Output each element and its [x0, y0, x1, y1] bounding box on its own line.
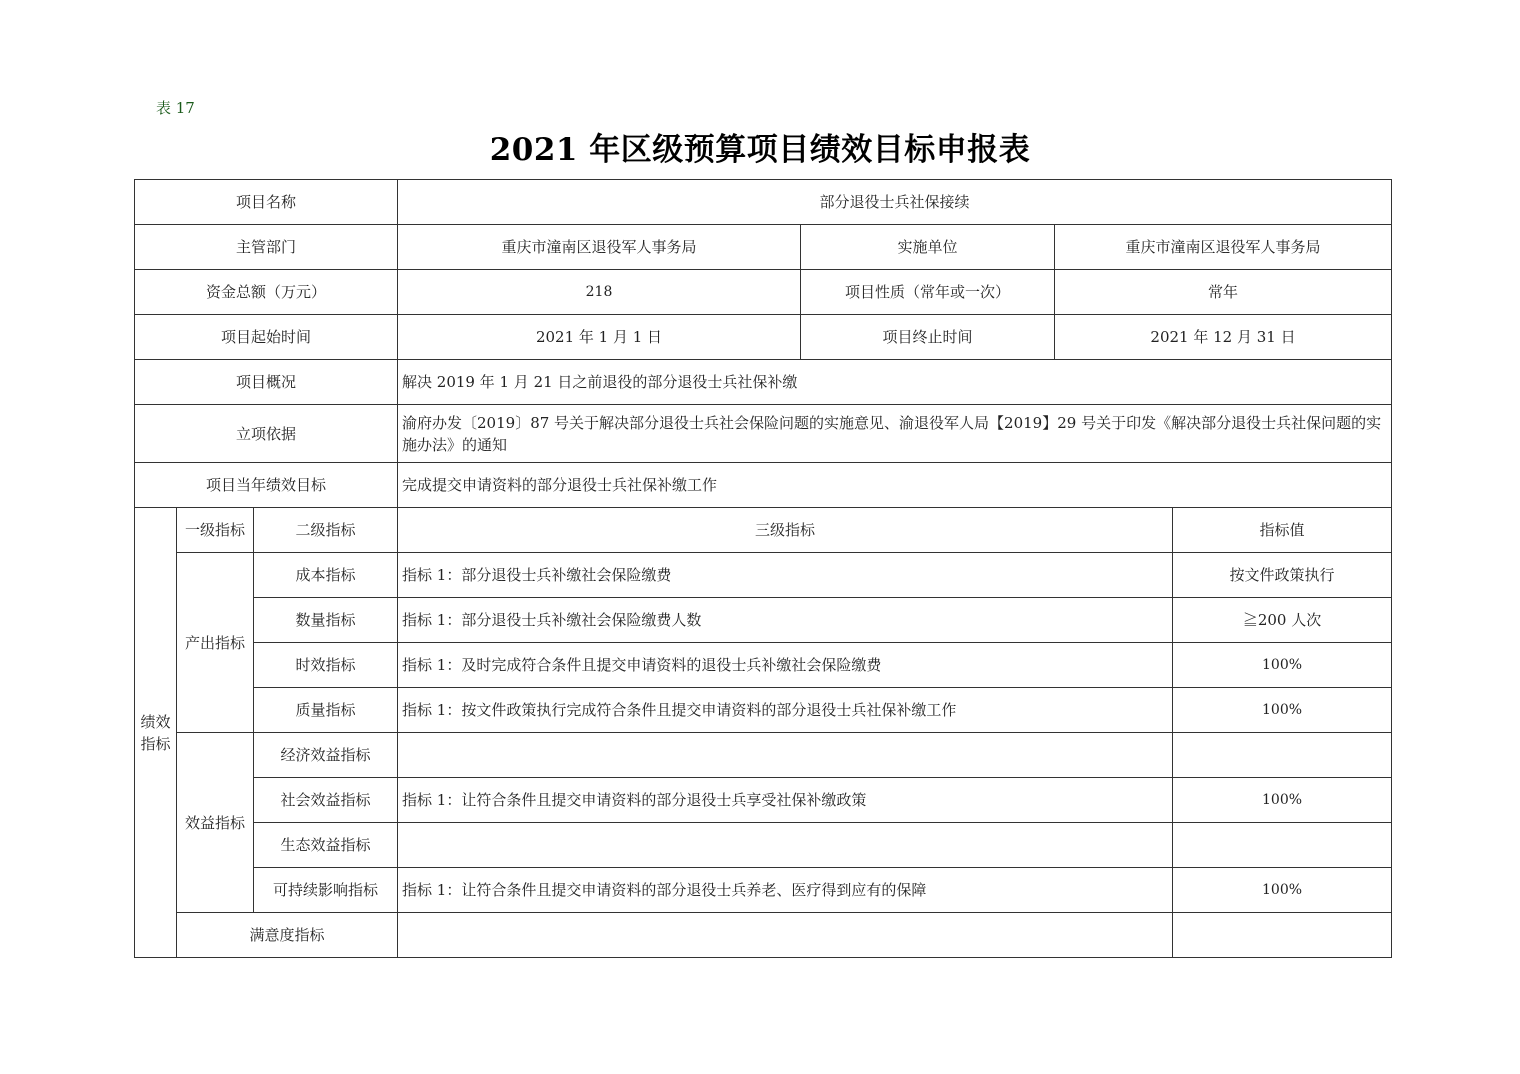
value-cell: 100% — [1173, 643, 1392, 688]
row-goal — [135, 463, 1392, 508]
satisfaction-indicator-label: 满意度指标 — [177, 913, 398, 958]
funds-label: 资金总额（万元） — [135, 270, 398, 315]
value-cell: 按文件政策执行 — [1173, 553, 1392, 598]
level3-cell — [398, 733, 1173, 778]
level2-cell: 时效指标 — [254, 643, 398, 688]
header-level3: 三级指标 — [398, 508, 1173, 553]
row-funds — [135, 270, 1392, 315]
level3-cell: 指标 1：让符合条件且提交申请资料的部分退役士兵养老、医疗得到应有的保障 — [398, 868, 1173, 913]
table-number: 表 17 — [156, 99, 195, 117]
table-row — [135, 598, 1392, 643]
level2-cell: 数量指标 — [254, 598, 398, 643]
nature-value: 常年 — [1055, 270, 1392, 315]
benefit-indicator-label: 效益指标 — [177, 733, 254, 913]
table-row — [135, 868, 1392, 913]
end-label: 项目终止时间 — [801, 315, 1055, 360]
value-cell — [1173, 733, 1392, 778]
table-row — [135, 733, 1392, 778]
goal-value: 完成提交申请资料的部分退役士兵社保补缴工作 — [398, 463, 1392, 508]
row-department — [135, 225, 1392, 270]
value-cell: 100% — [1173, 778, 1392, 823]
satisfaction-value — [1173, 913, 1392, 958]
project-name-label: 项目名称 — [135, 180, 398, 225]
value-cell: 100% — [1173, 688, 1392, 733]
dept-value: 重庆市潼南区退役军人事务局 — [398, 225, 801, 270]
header-level2: 二级指标 — [254, 508, 398, 553]
table-row — [135, 688, 1392, 733]
level2-cell: 成本指标 — [254, 553, 398, 598]
row-indicator-headers — [135, 508, 1392, 553]
header-value: 指标值 — [1173, 508, 1392, 553]
level2-cell: 可持续影响指标 — [254, 868, 398, 913]
output-indicator-label: 产出指标 — [177, 553, 254, 733]
basis-value: 渝府办发〔2019〕87 号关于解决部分退役士兵社会保险问题的实施意见、渝退役军人局【2019】29 号关于印发《解决部分退役士兵社保问题的实施办法》的通知 — [398, 405, 1392, 463]
level3-cell: 指标 1：部分退役士兵补缴社会保险缴费 — [398, 553, 1173, 598]
level2-cell: 经济效益指标 — [254, 733, 398, 778]
level2-cell: 生态效益指标 — [254, 823, 398, 868]
row-project-name — [135, 180, 1392, 225]
row-dates — [135, 315, 1392, 360]
dept-label: 主管部门 — [135, 225, 398, 270]
start-label: 项目起始时间 — [135, 315, 398, 360]
impl-unit-label: 实施单位 — [801, 225, 1055, 270]
row-basis — [135, 405, 1392, 463]
level2-cell: 社会效益指标 — [254, 778, 398, 823]
level2-cell: 质量指标 — [254, 688, 398, 733]
perf-indicator-label: 绩效指标 — [135, 508, 177, 958]
goal-label: 项目当年绩效目标 — [135, 463, 398, 508]
project-name-value: 部分退役士兵社保接续 — [398, 180, 1392, 225]
value-cell — [1173, 823, 1392, 868]
level3-cell — [398, 823, 1173, 868]
header-level1: 一级指标 — [177, 508, 254, 553]
end-value: 2021 年 12 月 31 日 — [1055, 315, 1392, 360]
table-row — [135, 823, 1392, 868]
performance-form-table — [134, 179, 1392, 958]
overview-value: 解决 2019 年 1 月 21 日之前退役的部分退役士兵社保补缴 — [398, 360, 1392, 405]
level3-cell: 指标 1：部分退役士兵补缴社会保险缴费人数 — [398, 598, 1173, 643]
overview-label: 项目概况 — [135, 360, 398, 405]
table-row — [135, 778, 1392, 823]
row-overview — [135, 360, 1392, 405]
start-value: 2021 年 1 月 1 日 — [398, 315, 801, 360]
row-satisfaction — [135, 913, 1392, 958]
level3-cell: 指标 1：让符合条件且提交申请资料的部分退役士兵享受社保补缴政策 — [398, 778, 1173, 823]
value-cell: 100% — [1173, 868, 1392, 913]
nature-label: 项目性质（常年或一次） — [801, 270, 1055, 315]
level3-cell: 指标 1：按文件政策执行完成符合条件且提交申请资料的部分退役士兵社保补缴工作 — [398, 688, 1173, 733]
basis-label: 立项依据 — [135, 405, 398, 463]
impl-unit-value: 重庆市潼南区退役军人事务局 — [1055, 225, 1392, 270]
level3-cell: 指标 1：及时完成符合条件且提交申请资料的退役士兵补缴社会保险缴费 — [398, 643, 1173, 688]
page-title: 2021 年区级预算项目绩效目标申报表 — [489, 132, 1031, 168]
satisfaction-level3 — [398, 913, 1173, 958]
funds-value: 218 — [398, 270, 801, 315]
table-row — [135, 643, 1392, 688]
value-cell: ≧200 人次 — [1173, 598, 1392, 643]
table-row — [135, 553, 1392, 598]
